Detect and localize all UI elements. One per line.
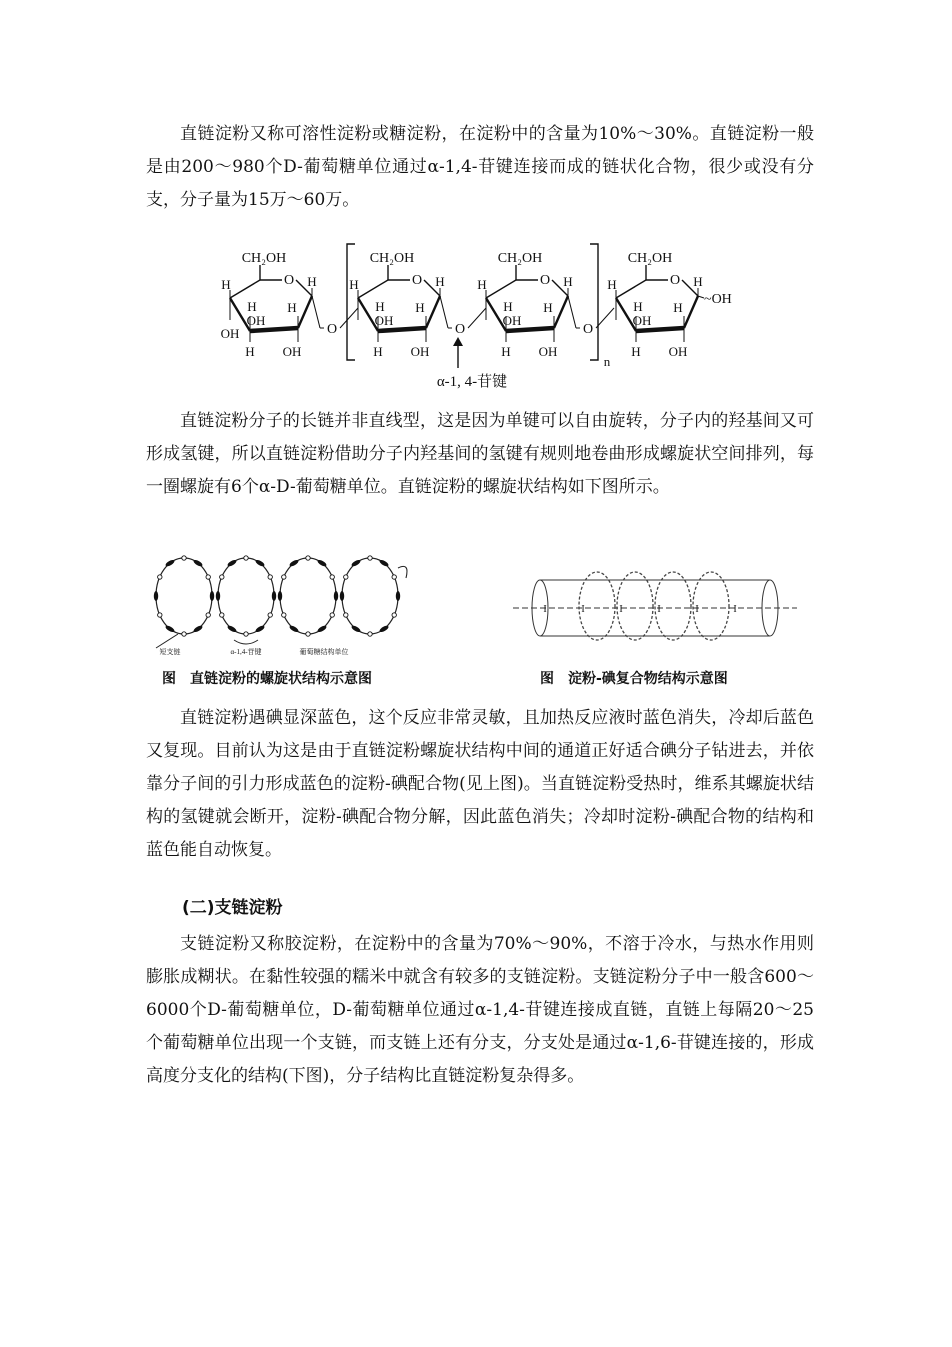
glycosidic-bond-mark	[282, 613, 286, 617]
glycosidic-bond	[568, 296, 576, 328]
glycosidic-bond-mark	[330, 575, 334, 579]
glucose-unit-mark	[154, 591, 158, 601]
glucose-unit-mark	[216, 591, 220, 601]
ring-bond	[378, 328, 426, 331]
starch-iodine-complex-diagram	[505, 560, 805, 656]
bond-brace	[234, 640, 258, 644]
glycosidic-bond-mark	[220, 613, 224, 617]
h-atom: H	[543, 300, 553, 315]
glucose-unit-mark	[334, 591, 338, 601]
helix-turn	[156, 558, 212, 634]
repeat-subscript-n: n	[603, 354, 611, 369]
paragraph-amylose-intro: 直链淀粉又称可溶性淀粉或糖淀粉，在淀粉中的含量为10%～30%。直链淀粉一般是由200～980个D-葡萄糖单位通过α-1,4-苷键连接而成的链状化合物，很少或没有分支，分子量为15万～60万。	[146, 124, 814, 210]
glycosidic-bond-mark	[330, 613, 334, 617]
paragraph-amylose-helix: 直链淀粉分子的长链并非直线型，这是因为单键可以自由旋转，分子内的羟基间又可形成氢键，所以直链淀粉借助分子内羟基间的氢键有规则地卷曲形成螺旋状空间排列，每一圈螺旋有6个α-D-葡萄糖单位。直链淀粉的螺旋状结构如下图所示。	[146, 411, 814, 497]
ring-oxygen: O	[539, 273, 551, 288]
oh-group: OH	[374, 313, 394, 328]
ch2oh-group: CH₂OH	[497, 251, 543, 266]
paragraph-iodine-reaction: 直链淀粉遇碘显深蓝色，这个反应非常灵敏，且加热反应液时蓝色消失，冷却后蓝色又复现。目前认为这是由于直链淀粉螺旋状结构中间的通道正好适合碘分子钻进去，并依靠分子间的引力形成蓝色的淀粉-碘配合物(见上图)。当直链淀粉受热时，维系其螺旋状结构的氢键就会断开，淀粉-碘配合物分解，因此蓝色消失；冷却时淀粉-碘配合物的结构和蓝色能自动恢复。	[146, 708, 814, 860]
iodine-molecule-label: I	[657, 604, 661, 615]
repeat-bracket-left	[347, 244, 355, 360]
oh-group: OH	[538, 344, 558, 359]
glycosidic-oxygen: O	[454, 322, 466, 337]
glycosidic-bond-mark	[182, 632, 186, 636]
iodine-molecule-label: I	[695, 604, 699, 615]
h-atom: H	[631, 344, 641, 359]
ch2oh-group: CH₂OH	[241, 251, 287, 266]
glucose-unit-mark	[272, 591, 276, 601]
oh-group: OH	[632, 313, 652, 328]
ring-bond	[230, 280, 260, 298]
glucose-unit-mark	[340, 591, 344, 601]
glycosidic-bond-mark	[268, 575, 272, 579]
glucose-ring	[221, 251, 358, 359]
glucose-unit-mark	[210, 591, 214, 601]
h-atom: H	[375, 299, 385, 314]
label-glycosidic-bond: α-1,4-苷键	[230, 648, 262, 656]
glycosidic-bond	[340, 308, 358, 328]
glycosidic-bond-mark	[392, 613, 396, 617]
glycosidic-bond-mark	[306, 632, 310, 636]
ch2oh-group: CH₂OH	[627, 251, 673, 266]
h-atom: H	[673, 300, 683, 315]
h-atom: H	[503, 299, 513, 314]
ring-bond	[426, 296, 440, 328]
h-atom: H	[633, 299, 643, 314]
h-atom: H	[563, 274, 573, 289]
bond-pointer-arrow-head	[453, 337, 463, 346]
h-atom: H	[245, 344, 255, 359]
ring-bond	[506, 328, 554, 331]
oh-group: OH	[282, 344, 302, 359]
glycosidic-bond-mark	[282, 575, 286, 579]
glycosidic-oxygen: O	[582, 322, 594, 337]
h-atom: H	[415, 300, 425, 315]
iodine-molecule-label: I	[619, 604, 623, 615]
glycosidic-bond-mark	[344, 575, 348, 579]
ring-bond	[554, 296, 568, 328]
ring-bond	[486, 280, 516, 298]
ring-bond	[250, 328, 298, 331]
label-short-branch: 短支链	[159, 648, 181, 656]
oh-group: OH	[668, 344, 688, 359]
repeat-bracket-right	[590, 244, 598, 360]
oh-group: OH	[502, 313, 522, 328]
glycosidic-bond-mark	[182, 556, 186, 560]
glycosidic-bond-mark	[220, 575, 224, 579]
helix-turn	[342, 558, 398, 634]
glycosidic-bond-label: α-1, 4-苷键	[436, 374, 508, 390]
label-glucose-unit: 葡萄糖结构单位	[299, 648, 349, 656]
glycosidic-bond-mark	[344, 613, 348, 617]
h-atom: H	[287, 300, 297, 315]
glycosidic-bond	[312, 296, 320, 328]
iodine-molecule-label: I	[543, 604, 547, 615]
helix-turn	[280, 558, 336, 634]
h-atom: H	[435, 274, 445, 289]
amylose-helix-diagram	[148, 548, 418, 660]
glycosidic-bond-mark	[206, 575, 210, 579]
glucose-unit-mark	[278, 591, 282, 601]
ring-bond	[616, 280, 646, 298]
glucose-unit-mark	[396, 591, 400, 601]
ring-oxygen: O	[411, 273, 423, 288]
helix-turn	[218, 558, 274, 634]
glycosidic-bond-mark	[392, 575, 396, 579]
oh-group: OH	[220, 326, 240, 341]
h-atom: H	[373, 344, 383, 359]
iodine-molecule-label: I	[733, 604, 737, 615]
glycosidic-bond-mark	[268, 613, 272, 617]
caption-iodine-complex: 图 淀粉-碘复合物结构示意图	[540, 671, 728, 687]
h-atom: H	[693, 274, 703, 289]
ring-oxygen: O	[669, 273, 681, 288]
glycosidic-bond-mark	[244, 632, 248, 636]
section-heading-amylopectin: (二)支链淀粉	[182, 898, 283, 918]
glucose-ring	[607, 251, 731, 359]
short-branch-line	[156, 634, 178, 648]
glycosidic-bond-mark	[158, 613, 162, 617]
ring-bond	[684, 296, 698, 328]
glucose-ring	[349, 251, 486, 359]
glycosidic-bond-mark	[158, 575, 162, 579]
h-atom: H	[307, 274, 317, 289]
caption-helix: 图 直链淀粉的螺旋状结构示意图	[162, 671, 372, 687]
h-atom: H	[501, 344, 511, 359]
ring-bond	[358, 280, 388, 298]
glycosidic-bond-mark	[206, 613, 210, 617]
h-atom: H	[247, 299, 257, 314]
oh-group: OH	[410, 344, 430, 359]
glycosidic-bond-mark	[244, 556, 248, 560]
glycosidic-bond-mark	[368, 632, 372, 636]
glycosidic-bond-mark	[306, 556, 310, 560]
h-atom: H	[221, 277, 231, 292]
helix-tail	[398, 566, 407, 578]
glycosidic-oxygen: O	[326, 322, 338, 337]
glycosidic-bond	[440, 296, 448, 328]
glycosidic-bond	[468, 308, 486, 328]
ch2oh-group: CH₂OH	[369, 251, 415, 266]
glucose-ring	[477, 251, 617, 359]
glycosidic-bond-mark	[368, 556, 372, 560]
iodine-molecule-label: I	[581, 604, 585, 615]
h-atom: H	[607, 277, 617, 292]
amylose-structure-diagram	[200, 238, 760, 396]
ring-bond	[636, 328, 684, 331]
terminal-oh: ~OH	[704, 292, 732, 307]
oh-group: OH	[246, 313, 266, 328]
h-atom: H	[349, 277, 359, 292]
h-atom: H	[477, 277, 487, 292]
ring-oxygen: O	[283, 273, 295, 288]
paragraph-amylopectin: 支链淀粉又称胶淀粉，在淀粉中的含量为70%～90%，不溶于冷水，与热水作用则膨胀成糊状。在黏性较强的糯米中就含有较多的支链淀粉。支链淀粉分子中一般含600～6000个D-葡萄糖单位，D-葡萄糖单位通过α-1,4-苷键连接成直链，直链上每隔20～25个葡萄糖单位出现一个支链，而支链上还有分支，分支处是通过α-1,6-苷键连接的，形成高度分支化的结构(下图)，分子结构比直链淀粉复杂得多。	[146, 934, 814, 1086]
ring-bond	[298, 296, 312, 328]
